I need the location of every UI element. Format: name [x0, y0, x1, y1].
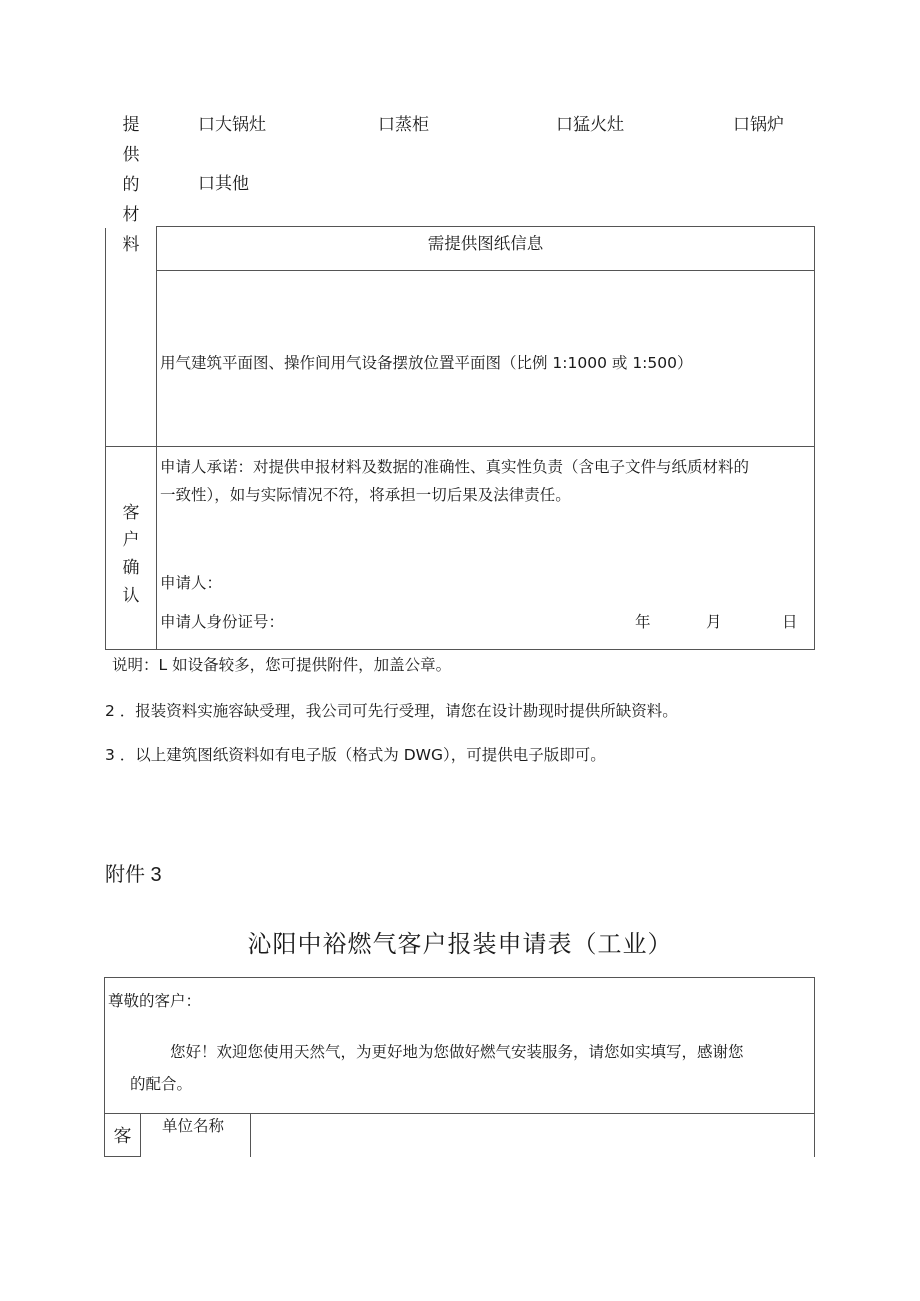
commitment-line-2: 一致性），如与实际情况不符，将承担一切后果及法律责任。 — [160, 486, 571, 504]
label-char: 认 — [122, 586, 140, 606]
checkbox-big-wok-stove[interactable]: 口大锅灶 — [198, 115, 266, 135]
applicant-label: 申请人： — [160, 574, 223, 592]
date-day: 日 — [782, 613, 798, 631]
greeting: 尊敬的客户： — [108, 992, 202, 1010]
commitment-line-1: 申请人承诺：对提供申报材料及数据的准确性、真实性负责（含电子文件与纸质材料的 — [160, 458, 750, 476]
label-char: 提 — [122, 115, 140, 135]
checkbox-fierce-fire-stove[interactable]: 口猛火灶 — [556, 115, 624, 135]
label-char: 料 — [122, 235, 140, 255]
label-char: 户 — [122, 530, 140, 550]
label-char: 的 — [122, 175, 140, 195]
checkbox-boiler[interactable]: 口锅炉 — [733, 115, 784, 135]
note-2: 2 ．报装资料实施容缺受理，我公司可先行受理，请您在设计勘现时提供所缺资料。 — [105, 702, 678, 720]
date-year: 年 — [635, 613, 651, 631]
customer-char: 客 — [113, 1126, 132, 1147]
attachment-label: 附件 3 — [105, 864, 162, 886]
note-1: 说明：L 如设备较多，您可提供附件，加盖公章。 — [112, 656, 452, 674]
checkbox-other[interactable]: 口其他 — [198, 174, 249, 194]
unit-name-label: 单位名称 — [162, 1117, 225, 1135]
welcome-line-2: 的配合。 — [130, 1075, 193, 1093]
unit-name-field[interactable] — [252, 1115, 812, 1155]
form-title: 沁阳中裕燃气客户报装申请表（工业） — [247, 930, 673, 958]
label-char: 确 — [122, 558, 140, 578]
applicant-id-label: 申请人身份证号： — [160, 613, 285, 631]
label-char: 客 — [122, 503, 140, 523]
label-char: 材 — [122, 205, 140, 225]
drawing-info-content: 用气建筑平面图、操作间用气设备摆放位置平面图（比例 1:1000 或 1:500） — [160, 354, 693, 372]
note-3: 3 ．以上建筑图纸资料如有电子版（格式为 DWG），可提供电子版即可。 — [105, 746, 606, 764]
label-char: 供 — [122, 145, 140, 165]
checkbox-steam-cabinet[interactable]: 口蒸柜 — [378, 115, 429, 135]
drawing-info-header: 需提供图纸信息 — [427, 234, 544, 253]
date-month: 月 — [706, 613, 722, 631]
welcome-line-1: 您好！欢迎您使用天然气，为更好地为您做好燃气安装服务，请您如实填写，感谢您 — [170, 1043, 744, 1061]
